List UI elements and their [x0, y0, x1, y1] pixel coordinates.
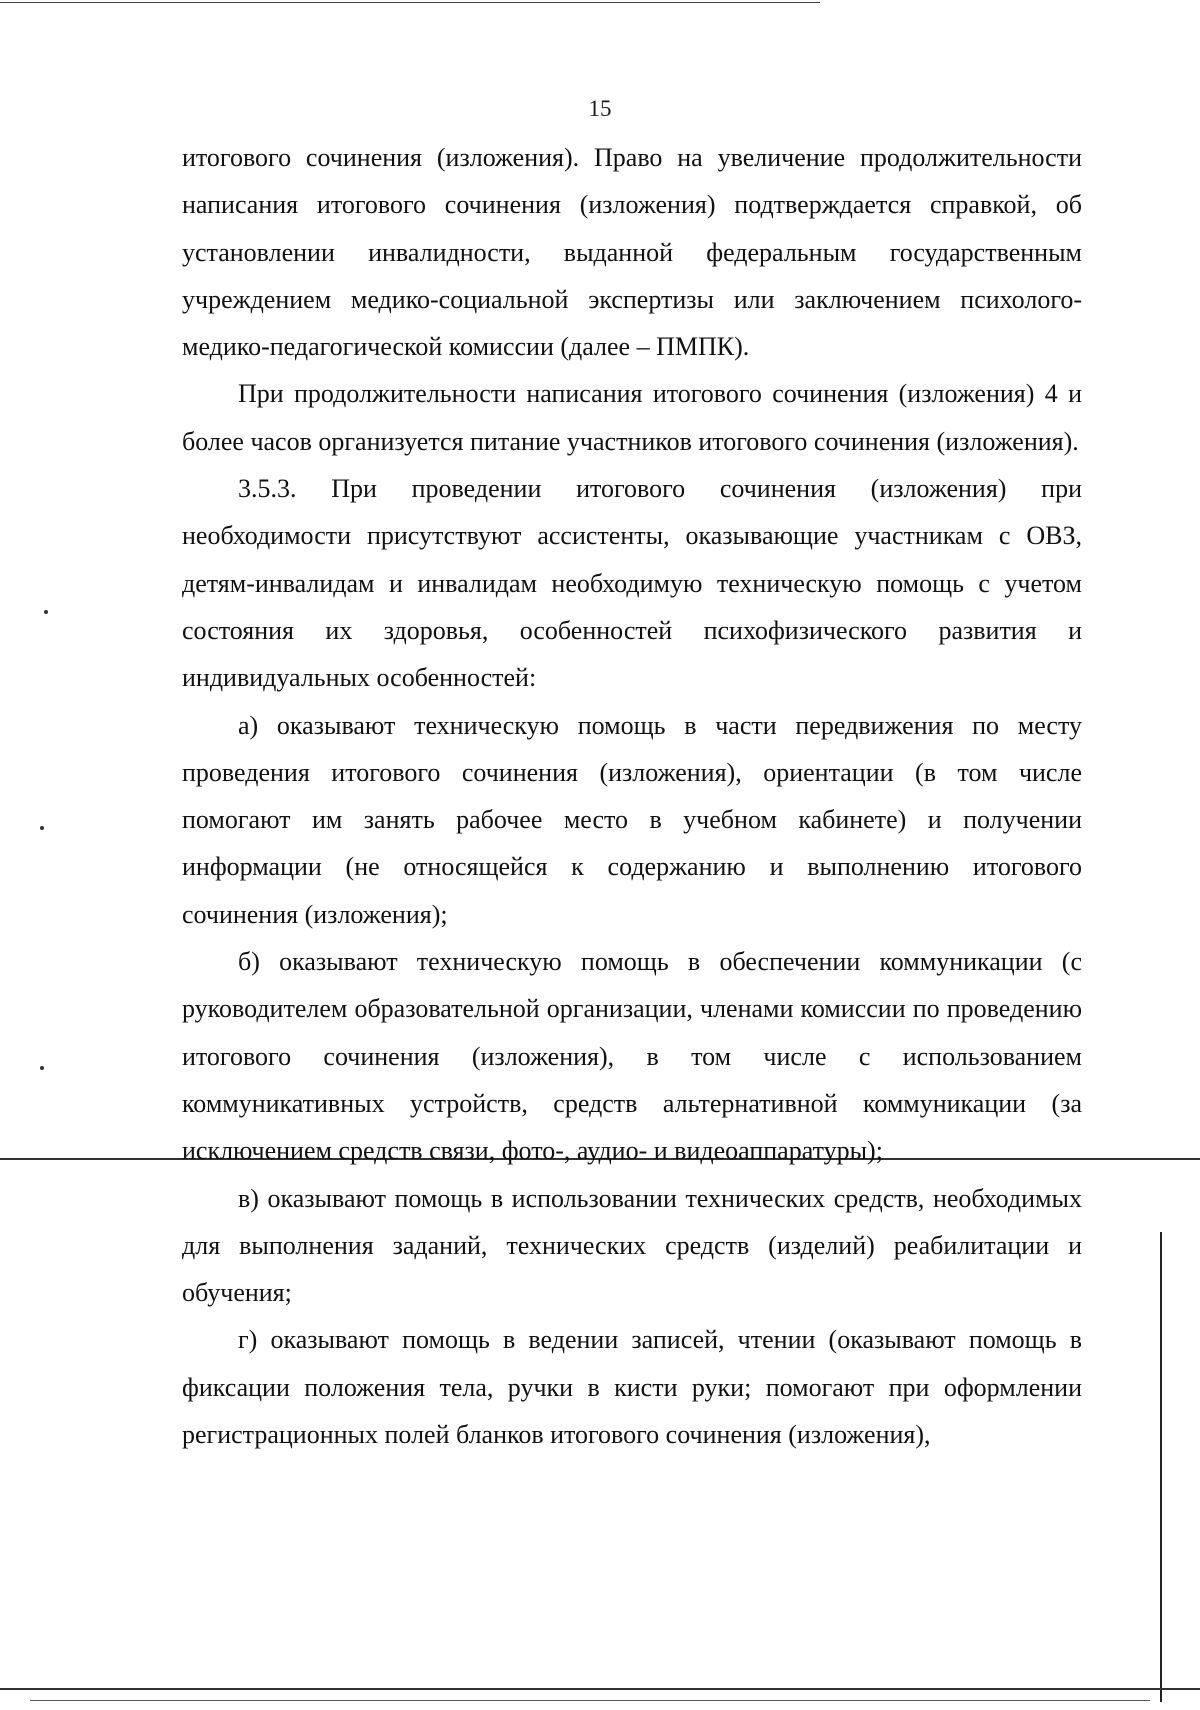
page-number: 15	[588, 96, 612, 121]
paragraph: в) оказывают помощь в использовании технических средств, необходимых для выполнения заданий, технических средств (изделий) реабилитации и обучения;	[182, 1183, 1082, 1308]
paragraph: При продолжительности написания итогового сочинения (изложения) 4 и более часов организуется питание участников итогового сочинения (изложения).	[182, 379, 1082, 456]
paragraph: 3.5.3. При проведении итогового сочинения (изложения) при необходимости присутствуют ассистенты, оказывающие участникам с ОВЗ, детям-инвалидам и инвалидам необходимую техническую помощь с учетом состояния их здоровья, особенностей психофизического развития и индивидуальных особенностей:	[182, 474, 1082, 693]
scan-bottom-line-2	[30, 1700, 1150, 1701]
paragraph: г) оказывают помощь в ведении записей, чтении (оказывают помощь в фиксации положения тела, ручки в кисти руки; помогают при оформлении регистрационных полей бланков итогового сочинения (изложения),	[182, 1325, 1082, 1450]
scan-top-edge-line	[0, 2, 820, 3]
scan-speck	[44, 610, 48, 614]
scan-bottom-line-1	[0, 1688, 1200, 1690]
paragraph: а) оказывают техническую помощь в части передвижения по месту проведения итогового сочинения (изложения), ориентации (в том числе помогают им занять рабочее место в учебном кабинете) и получении информации (не относящейся к содержанию и выполнению итогового сочинения (изложения);	[182, 710, 1082, 929]
scan-right-vertical-line	[1160, 1232, 1162, 1702]
paragraph: б) оказывают техническую помощь в обеспечении коммуникации (с руководителем образовательной организации, членами комиссии по проведению итогового сочинения (изложения), в том числе с использованием коммуникативных устройств, средств альтернативной коммуникации (за исключением средств связи, фото-, аудио- и видеоаппаратуры);	[182, 947, 1082, 1166]
scan-speck	[40, 826, 44, 830]
document-body	[182, 134, 1082, 1458]
scan-speck	[40, 1066, 44, 1070]
paragraph: итогового сочинения (изложения). Право на увеличение продолжительности написания итогового сочинения (изложения) подтверждается справкой, об установлении инвалидности, выданной федеральным государственным учреждением медико-социальной экспертизы или заключением психолого-медико-педагогической комиссии (далее – ПМПК).	[182, 143, 1082, 362]
